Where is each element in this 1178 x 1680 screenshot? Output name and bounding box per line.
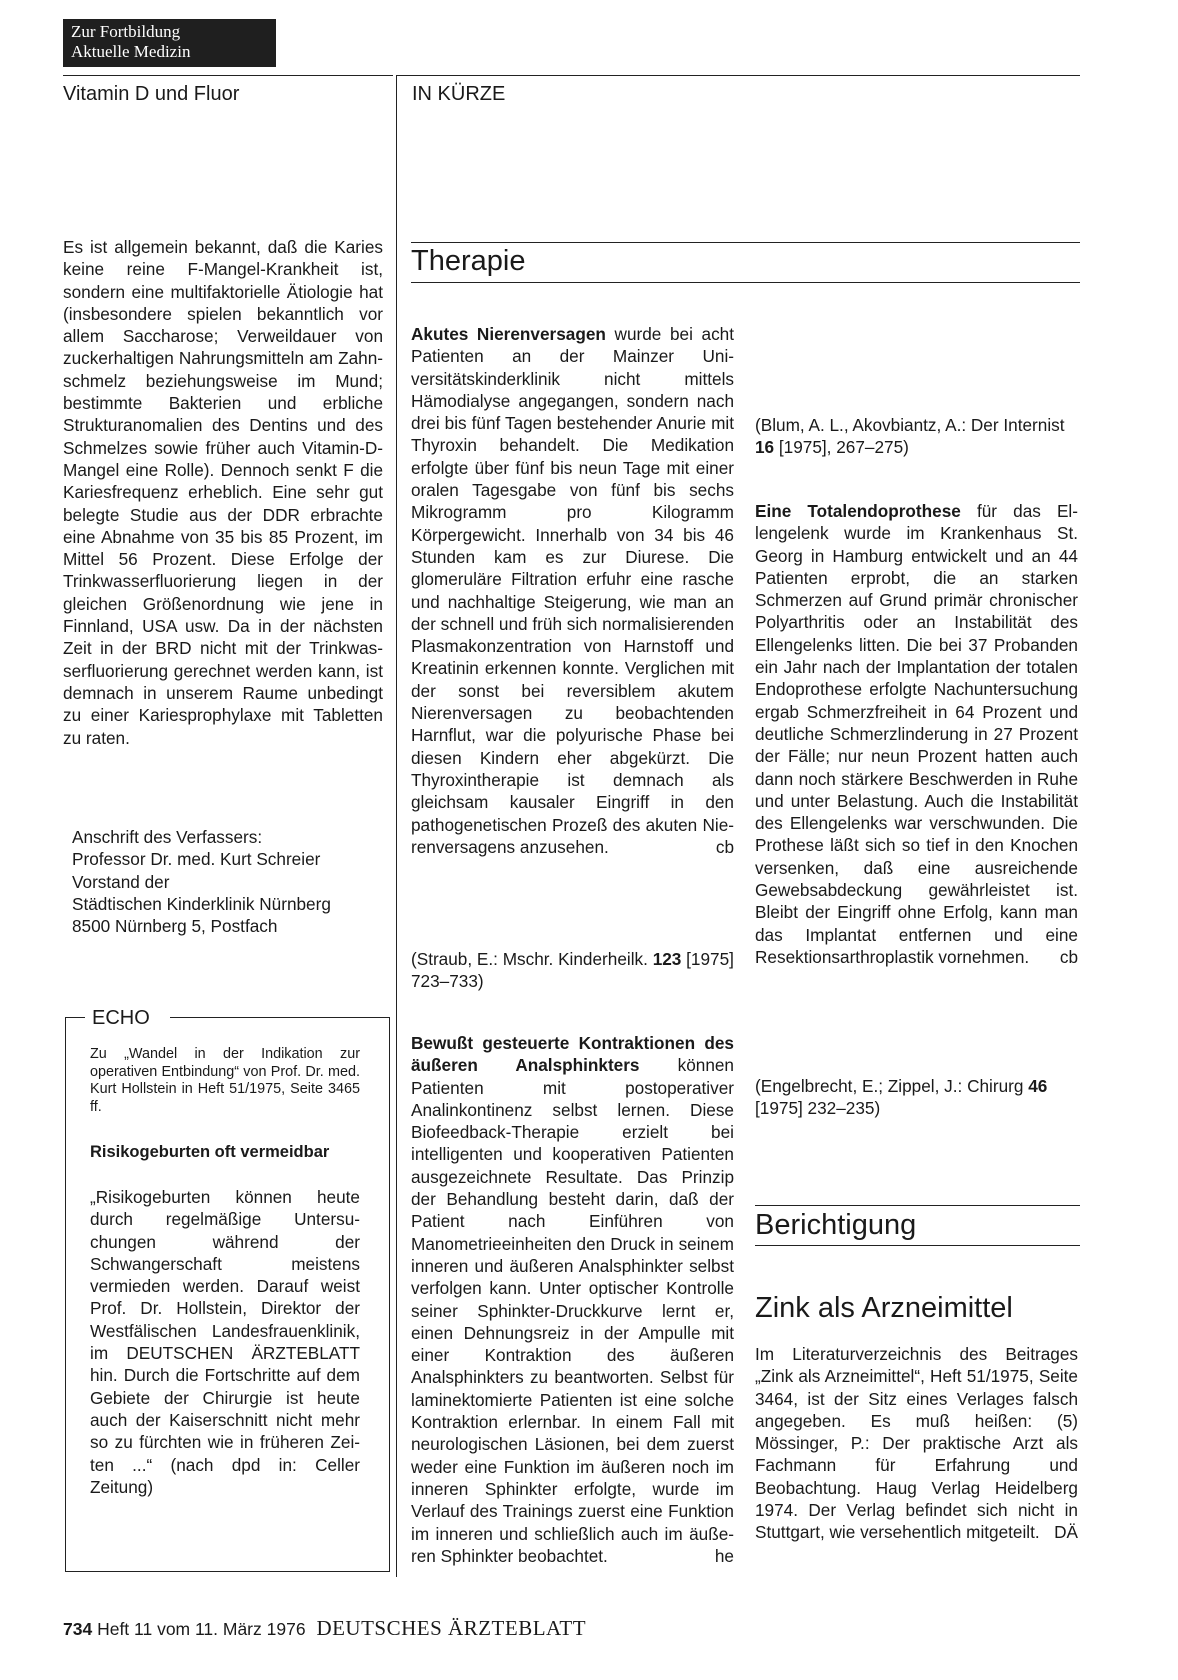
section-label bbox=[63, 19, 276, 67]
article-body-vitamin-d bbox=[63, 236, 383, 749]
page-number: 734 bbox=[63, 1619, 93, 1639]
article-analsphinkter bbox=[411, 1032, 734, 1567]
nierenversagen-text bbox=[411, 323, 734, 858]
reference-engelbrecht bbox=[755, 1075, 1078, 1120]
zink-heading: Zink als Arzneimittel bbox=[755, 1292, 1013, 1324]
author-signature: cb bbox=[715, 836, 734, 857]
reference-text: [1975] 232–235) bbox=[755, 1098, 881, 1119]
address-line: Vorstand der bbox=[72, 871, 170, 892]
reference-blum bbox=[755, 414, 1078, 459]
author-signature: cb bbox=[1059, 946, 1078, 967]
article-zink bbox=[755, 1343, 1078, 1544]
author-signature: he bbox=[714, 1545, 734, 1566]
berichtigung-rule-bottom bbox=[755, 1245, 1080, 1246]
vitamin-d-body-text: Es ist allgemein bekannt, daß die Karies keine reine F-Mangel-Krankheit ist, sondern eine multifaktorielle Ätiologie hat (insbesondere spielen bekanntlich vor allem Saccharose; Verweildauer von zuckerhaltigen Nahrungsmitteln am Zahnschmelz beziehungsweise im Mund; bestimmte Bakterien und erbliche Strukturanomalien des Dentins und des Schmelzes sowie früher auch Vitamin-D-Mangel eine Rolle). Dennoch senkt F die Kariesfrequenz erheblich. Eine sehr gut belegte Studie aus der DDR erbrachte eine Abnahme von 35 bis 85 Prozent, im Mittel 56 Prozent. Diese Erfolge der Trinkwasserfluorierung liegen in der gleichen Größenordnung wie jene in Finnland, USA usw. Da in der nächsten Zeit in der BRD nicht mit der Trinkwasserfluorierung gerechnet werden kann, ist demnach in unserem Raume unbedingt zu einer Kariesprophylaxe mit Tabletten zu raten. bbox=[63, 237, 383, 748]
reference-volume: 46 bbox=[1028, 1076, 1048, 1096]
analsphinkter-body: können Patienten mit postoperativer Analinkontinenz selbst lernen. Diese Biofeedback-Therapie erzielt bei intelligenten und kooperativen Patienten ausgezeichnete Resultate. Das Prinzip der Behandlung besteht darin, daß der Patient nach Einführen von Manometrieeinheiten den Druck in seinem inneren und äußeren Analsphinkter selbst verfolgen kann. Unter optischer Kontrolle seiner Sphinkter-Druckkurve lernt er, einen Dehnungsreiz in der Ampulle mit einer Kontraktion des äußeren Analsphinkters zu beantworten. Selbst für laminektomierte Patienten ist eine solche Kontraktion erlernbar. In einem Fall mit neurologischen Läsionen, bei dem zuerst weder eine Funktion im äußeren noch im inneren Sphinkter erfolgte, wurde im Verlauf des Trainings zuerst eine Funktion im inneren und schließlich auch im äußeren Sphinkter beobachtet. bbox=[411, 1055, 734, 1566]
echo-text: „Risikogeburten können heute durch regelmäßige Untersuchungen während der Schwangerschaft meistens vermieden werden. Darauf weist Prof. Dr. Hollstein, Direktor der Westfälischen Landesfrauenklinik, im DEUTSCHEN ÄRZTEBLATT hin. Durch die Fortschritte auf dem Gebiete der Chirurgie ist heute auch der Kaiserschnitt nicht mehr so zu fürchten wie in früheren Zeiten ...“ (nach dpd in: Celler Zeitung) bbox=[90, 1187, 360, 1497]
echo-title: ECHO bbox=[88, 1006, 158, 1030]
author-signature: DÄ bbox=[1054, 1522, 1078, 1543]
reference-straub bbox=[411, 948, 734, 993]
top-rule-right bbox=[397, 75, 1080, 76]
berichtigung-rule-top bbox=[755, 1205, 1080, 1206]
totalendoprothese-body: für das Ellengelenk wurde im Krankenhaus St. Georg in Hamburg entwickelt und an 44 Patienten erprobt, die an starken Schmerzen auf Grund primär chronischer Polyarthritis oder an Instabilität des Ellengelenks litten. Die bei 37 Probanden ein Jahr nach der Implantation der totalen Endoprothese erfolgte Nachuntersuchung ergab Schmerzfreiheit in 64 Prozent und deutliche Schmerzlinderung in 27 Prozent der Fälle; nur neun Prozent hatten auch dann noch stärkere Beschwerden in Ruhe und unter Belastung. Auch die Instabilität des Ellengelenks war verschwunden. Die Prothese läßt sich so tief in den Knochen versenken, daß eine ausreichende Gewebsabdeckung gewährleistet ist. Bleibt der Eingriff ohne Erfolg, kann man das Implantat entfernen und eine Resektionsarthroplastik vornehmen. bbox=[755, 501, 1078, 967]
author-address bbox=[72, 826, 392, 937]
analsphinkter-text bbox=[411, 1032, 734, 1567]
totalendoprothese-lead: Eine Totalendoprothese bbox=[755, 501, 961, 521]
reference-volume: 123 bbox=[652, 949, 682, 969]
section-label-line1: Zur Fortbildung bbox=[71, 22, 181, 41]
reference-text: (Engelbrecht, E.; Zippel, J.: Chirurg bbox=[755, 1076, 1029, 1096]
article-title-vitamin-d: Vitamin D und Fluor bbox=[63, 83, 240, 105]
reference-text: [1975] 723–733) bbox=[411, 949, 734, 992]
echo-box-top-border bbox=[65, 1017, 85, 1018]
address-line: Professor Dr. med. Kurt Schreier bbox=[72, 849, 321, 870]
therapie-heading: Therapie bbox=[411, 245, 526, 277]
reference-text: (Blum, A. L., Akovbiantz, A.: Der Internist bbox=[755, 415, 1065, 435]
therapie-rule-bottom bbox=[411, 282, 1080, 283]
totalendoprothese-text bbox=[755, 500, 1078, 968]
reference-text: [1975], 267–275) bbox=[774, 437, 909, 458]
reference-text: (Straub, E.: Mschr. Kinderheilk. bbox=[411, 949, 653, 969]
section-label-line2: Aktuelle Medizin bbox=[71, 42, 191, 61]
nierenversagen-body: wurde bei acht Patienten an der Mainzer Universitätskinderklinik nicht mittels Hämodialyse angegangen, sondern nach drei bis fünf Tagen bestehender Anurie mit Thyroxin behandelt. Die Medikation erfolgte über fünf bis neun Tage mit einer oralen Tagesgabe von fünf bis sechs Mikrogramm pro Kilogramm Körpergewicht. Innerhalb von 34 bis 46 Stunden kam es zur Diurese. Die glomeruläre Filtration erfuhr eine rasche und nachhaltige Steigerung, wie man an der schnell und früh sich normalisierenden Plasmakonzentration von Harnstoff und Kreatinin erkennen konnte. Verglichen mit der sonst bei reversiblem akutem Nierenversagen zu beobachtenden Harnflut, war die polyurische Phase bei diesen Kindern eher abgekürzt. Die Thyroxintherapie ist demnach als gleichsam kausaler Eingriff in den pathogenetischen Prozeß des akuten Nierenversagens anzusehen. bbox=[411, 324, 734, 857]
zink-body: Im Literaturverzeichnis des Beitrages „Zink als Arzneimittel“, Heft 51/1975, Seite 3464, ist der Sitz eines Verlages falsch angegeben. Es muß heißen: (5) Mössinger, P.: Der praktische Arzt als Fachmann für Erfahrung und Beobachtung. Haug Verlag Heidelberg 1974. Der Verlag befindet sich nicht in Stuttgart, wie versehentlich mitgeteilt. bbox=[755, 1344, 1078, 1543]
therapie-rule-top bbox=[411, 242, 1080, 243]
issue-info: Heft 11 vom 11. März 1976 bbox=[97, 1619, 306, 1639]
page-footer bbox=[63, 1617, 586, 1640]
top-rule-left bbox=[63, 75, 393, 76]
column-divider bbox=[396, 75, 397, 1577]
address-line: Städtischen Kinderklinik Nürnberg bbox=[72, 893, 331, 914]
journal-name: DEUTSCHES ÄRZTEBLATT bbox=[316, 1616, 587, 1640]
article-nierenversagen bbox=[411, 323, 734, 858]
section-in-kuerze: IN KÜRZE bbox=[412, 83, 506, 105]
reference-volume: 16 bbox=[755, 437, 775, 458]
echo-heading: Risikogeburten oft vermeidbar bbox=[90, 1143, 330, 1161]
zink-text bbox=[755, 1343, 1078, 1544]
echo-intro: Zu „Wandel in der Indikation zur operativen Entbindung“ von Prof. Dr. med. Kurt Hollstein in Heft 51/1975, Seite 3465 ff. bbox=[90, 1046, 360, 1115]
nierenversagen-lead: Akutes Nierenversagen bbox=[411, 324, 606, 344]
address-line: 8500 Nürnberg 5, Postfach bbox=[72, 916, 278, 937]
article-totalendoprothese bbox=[755, 500, 1078, 968]
berichtigung-heading: Berichtigung bbox=[755, 1209, 917, 1241]
address-label: Anschrift des Verfassers: bbox=[72, 827, 263, 847]
echo-box-top-border bbox=[170, 1017, 390, 1018]
analsphinkter-lead: Bewußt gesteuerte Kontraktionen des äußeren Analsphinkters bbox=[411, 1033, 734, 1076]
